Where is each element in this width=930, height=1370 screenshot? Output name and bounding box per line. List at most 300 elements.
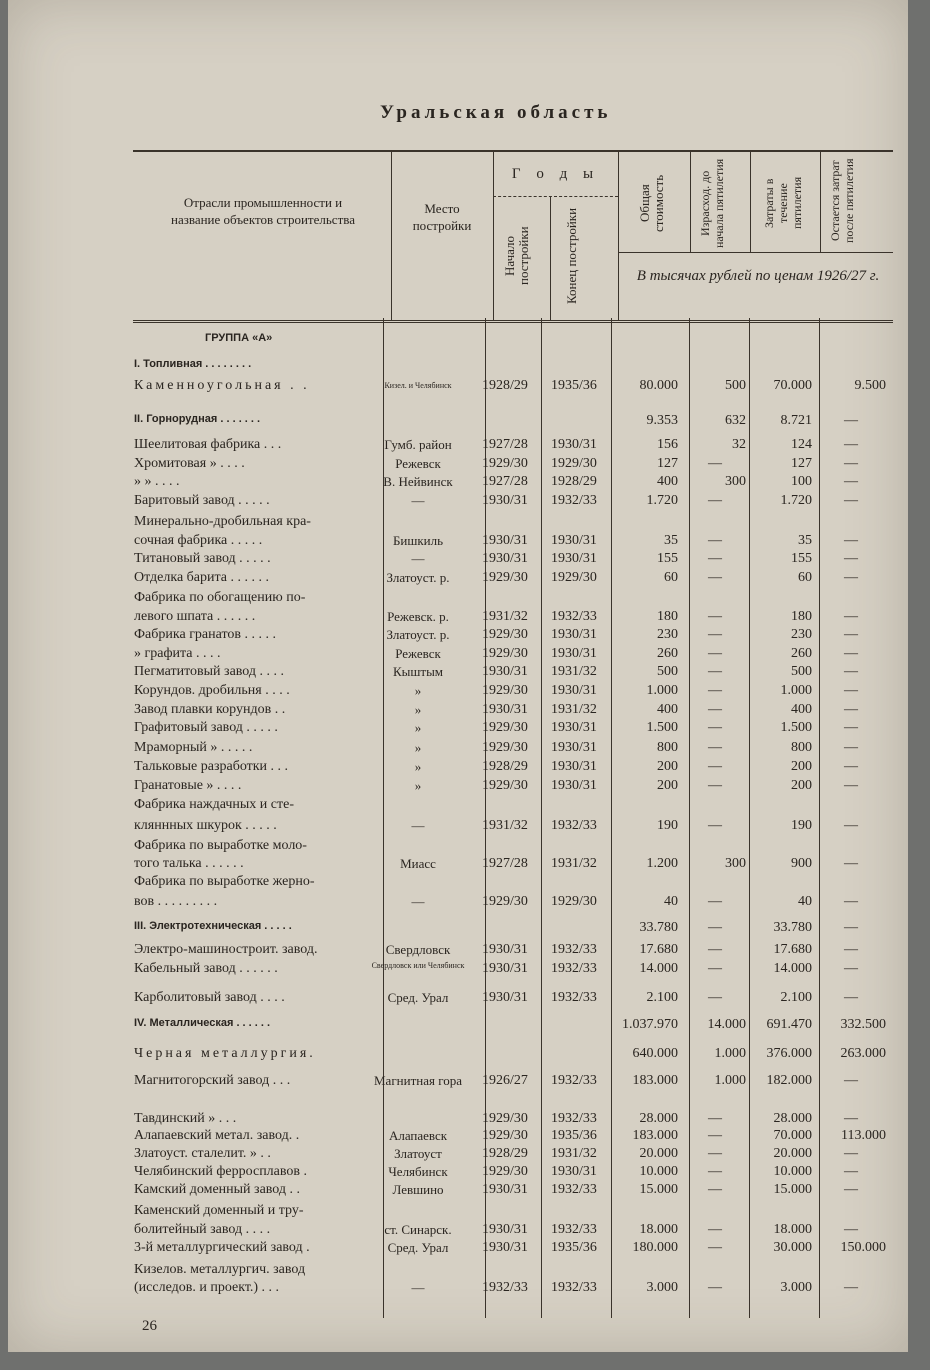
cell-total: 3.000	[646, 1280, 678, 1295]
cell-name: II. Горнорудная . . . . . . .	[134, 413, 261, 425]
cell-start: 1929/30	[482, 570, 528, 585]
cell-name: левого шпата . . . . . .	[134, 609, 256, 624]
cell-rest: —	[844, 533, 858, 548]
cell-rest: —	[844, 437, 858, 452]
cell-rest: 332.500	[840, 1017, 886, 1032]
cell-rest: —	[844, 942, 858, 957]
cell-five: 200	[791, 778, 812, 793]
cell-name: IV. Металлическая . . . . . .	[134, 1017, 271, 1029]
cell-five: 30.000	[773, 1240, 812, 1255]
cell-spent: —	[708, 894, 722, 909]
cell-start: 1930/31	[482, 1182, 528, 1197]
cell-name: того талька . . . . . .	[134, 856, 244, 871]
cell-place: Режевск	[395, 646, 441, 661]
cell-total: 14.000	[639, 961, 678, 976]
cell-rest: —	[844, 1182, 858, 1197]
cell-five: 400	[791, 702, 812, 717]
cell-spent: 1.000	[714, 1046, 746, 1061]
cell-name: Фабрика по обогащению по-	[134, 590, 306, 605]
cell-start: 1929/30	[482, 456, 528, 471]
cell-place: Алапаевск	[388, 1128, 448, 1143]
cell-spent: —	[708, 456, 722, 471]
cell-name: Каменноугольная . .	[134, 378, 310, 393]
cell-spent: —	[708, 627, 722, 642]
cell-end: 1930/31	[551, 627, 597, 642]
cell-name: болитейный завод . . . .	[134, 1222, 271, 1237]
header-five-year: Затраты в течение пятилетия	[762, 176, 804, 230]
cell-name: Минерально-дробильная кра-	[134, 514, 311, 529]
cell-end: 1935/36	[551, 1128, 597, 1143]
cell-place: »	[414, 740, 422, 755]
cell-total: 1.000	[646, 683, 678, 698]
cell-end: 1932/33	[551, 942, 597, 957]
cell-total: 18.000	[639, 1222, 678, 1237]
cell-total: 9.353	[646, 413, 678, 428]
cell-rest: —	[844, 1146, 858, 1161]
cell-start: 1930/31	[482, 990, 528, 1005]
cell-spent: —	[708, 961, 722, 976]
cell-end: 1932/33	[551, 818, 597, 833]
cell-name: Титановый завод . . . . .	[134, 551, 271, 566]
cell-name: кляннных шкурок . . . . .	[134, 818, 277, 833]
cell-five: 35	[798, 533, 812, 548]
cell-start: 1927/28	[482, 474, 528, 489]
cell-start: 1928/29	[482, 1146, 528, 1161]
header-place: Место постройки	[412, 201, 472, 233]
cell-end: 1932/33	[551, 1280, 597, 1295]
cell-five: 8.721	[780, 413, 812, 428]
cell-total: 127	[657, 456, 678, 471]
cell-rest: —	[844, 683, 858, 698]
cell-total: 230	[657, 627, 678, 642]
cell-total: 60	[664, 570, 678, 585]
cell-name: Завод плавки корундов . .	[134, 702, 286, 717]
cell-spent: —	[708, 740, 722, 755]
cell-spent: —	[708, 778, 722, 793]
cell-name: Златоуст. сталелит. » . .	[134, 1146, 271, 1161]
cell-start: 1927/28	[482, 856, 528, 871]
cell-five: 18.000	[773, 1222, 812, 1237]
cell-rest: —	[844, 1280, 858, 1295]
cell-spent: —	[708, 1164, 722, 1179]
cell-end: 1932/33	[551, 1222, 597, 1237]
cell-name: Алапаевский метал. завод. .	[134, 1128, 300, 1143]
cell-start: 1926/27	[482, 1073, 528, 1088]
cell-total: 1.500	[646, 720, 678, 735]
cell-total: 15.000	[639, 1182, 678, 1197]
cell-total: 1.037.970	[622, 1017, 678, 1032]
cell-place: »	[414, 720, 422, 735]
cell-total: 35	[664, 533, 678, 548]
cell-spent: 300	[725, 856, 746, 871]
header-years: Г о д ы	[511, 166, 600, 182]
header-total: Общая стоимость	[637, 174, 666, 232]
cell-name: Магнитогорский завод . . .	[134, 1073, 291, 1088]
cell-end: 1930/31	[551, 720, 597, 735]
cell-name: Пегматитовый завод . . . .	[134, 664, 285, 679]
cell-name: Тавдинский » . . .	[134, 1111, 237, 1126]
cell-name: Черная металлургия.	[134, 1046, 316, 1061]
cell-end: 1931/32	[551, 664, 597, 679]
cell-start: 1930/31	[482, 551, 528, 566]
cell-start: 1930/31	[482, 961, 528, 976]
cell-five: 182.000	[766, 1073, 812, 1088]
cell-name: Мраморный » . . . . .	[134, 740, 253, 755]
cell-spent: —	[708, 720, 722, 735]
cell-name: ГРУППА «А»	[205, 332, 273, 344]
cell-end: 1932/33	[551, 990, 597, 1005]
cell-place: Магнитная гора	[374, 1073, 462, 1088]
cell-start: 1930/31	[482, 702, 528, 717]
cell-end: 1932/33	[551, 961, 597, 976]
cell-total: 17.680	[639, 942, 678, 957]
cell-place: Сред. Урал	[387, 990, 449, 1005]
cell-start: 1929/30	[482, 720, 528, 735]
cell-spent: —	[708, 683, 722, 698]
cell-five: 28.000	[773, 1111, 812, 1126]
cell-end: 1932/33	[551, 493, 597, 508]
cell-rest: —	[844, 627, 858, 642]
cell-place: Режевск. р.	[387, 609, 449, 624]
cell-rest: —	[844, 1164, 858, 1179]
cell-five: 376.000	[766, 1046, 812, 1061]
cell-start: 1930/31	[482, 1240, 528, 1255]
cell-name: вов . . . . . . . . .	[134, 894, 218, 909]
cell-place: ст. Синарск.	[384, 1222, 452, 1237]
cell-five: 180	[791, 609, 812, 624]
cell-end: 1930/31	[551, 551, 597, 566]
cell-place: Гумб. район	[384, 437, 452, 452]
cell-end: 1931/32	[551, 702, 597, 717]
cell-end: 1930/31	[551, 759, 597, 774]
cell-total: 183.000	[632, 1073, 678, 1088]
cell-spent: 32	[732, 437, 746, 452]
cell-start: 1929/30	[482, 1128, 528, 1143]
cell-five: 33.780	[773, 920, 812, 935]
cell-place: Кыштым	[392, 664, 444, 679]
cell-start: 1930/31	[482, 942, 528, 957]
page-number: 26	[142, 1318, 157, 1334]
cell-spent: —	[708, 990, 722, 1005]
cell-total: 40	[664, 894, 678, 909]
cell-rest: —	[844, 474, 858, 489]
cell-spent: —	[708, 646, 722, 661]
cell-start: 1930/31	[482, 493, 528, 508]
cell-rest: —	[844, 920, 858, 935]
cell-start: 1930/31	[482, 664, 528, 679]
cell-total: 260	[657, 646, 678, 661]
cell-place: Кизел. и Челябинск	[384, 381, 452, 390]
cell-rest: —	[844, 1111, 858, 1126]
cell-spent: —	[708, 920, 722, 935]
cell-spent: 1.000	[714, 1073, 746, 1088]
cell-spent: —	[708, 609, 722, 624]
cell-place: Бишкиль	[392, 533, 444, 548]
cell-spent: 300	[725, 474, 746, 489]
cell-end: 1930/31	[551, 646, 597, 661]
cell-place: Сред. Урал	[387, 1240, 449, 1255]
cell-start: 1929/30	[482, 1164, 528, 1179]
cell-five: 500	[791, 664, 812, 679]
cell-spent: —	[708, 942, 722, 957]
cell-rest: —	[844, 1222, 858, 1237]
cell-end: 1932/33	[551, 1111, 597, 1126]
cell-rest: —	[844, 664, 858, 679]
cell-spent: —	[708, 493, 722, 508]
header-spent: Израсход. до начала пятилетия	[698, 158, 726, 248]
cell-rest: —	[844, 778, 858, 793]
cell-start: 1929/30	[482, 778, 528, 793]
cell-start: 1929/30	[482, 1111, 528, 1126]
cell-end: 1935/36	[551, 1240, 597, 1255]
cell-place: Миасс	[400, 856, 436, 871]
cell-rest: —	[844, 759, 858, 774]
cell-total: 183.000	[632, 1128, 678, 1143]
cell-end: 1935/36	[551, 378, 597, 393]
cell-five: 20.000	[773, 1146, 812, 1161]
cell-total: 400	[657, 702, 678, 717]
cell-five: 124	[791, 437, 812, 452]
cell-five: 230	[791, 627, 812, 642]
cell-place: —	[411, 818, 425, 833]
cell-total: 156	[657, 437, 678, 452]
cell-total: 190	[657, 818, 678, 833]
cell-name: Шеелитовая фабрика . . .	[134, 437, 282, 452]
cell-spent: —	[708, 1240, 722, 1255]
cell-name: » графита . . . .	[134, 646, 221, 661]
cell-five: 1.500	[780, 720, 812, 735]
cell-five: 2.100	[780, 990, 812, 1005]
cell-start: 1929/30	[482, 894, 528, 909]
cell-rest: 9.500	[854, 378, 886, 393]
cell-spent: —	[708, 551, 722, 566]
cell-rest: —	[844, 720, 858, 735]
cell-five: 17.680	[773, 942, 812, 957]
cell-rest: —	[844, 493, 858, 508]
cell-end: 1932/33	[551, 1182, 597, 1197]
cell-spent: 14.000	[707, 1017, 746, 1032]
cell-rest: —	[844, 413, 858, 428]
header-units: В тысячах рублей по ценам 1926/27 г.	[636, 268, 880, 284]
cell-five: 190	[791, 818, 812, 833]
cell-total: 180.000	[632, 1240, 678, 1255]
cell-spent: —	[708, 1222, 722, 1237]
cell-name: Электро-машиностроит. завод.	[134, 942, 318, 957]
cell-end: 1929/30	[551, 570, 597, 585]
cell-place: »	[414, 683, 422, 698]
cell-name: Кизелов. металлургич. завод	[134, 1262, 306, 1277]
cell-spent: —	[708, 1182, 722, 1197]
cell-rest: —	[844, 990, 858, 1005]
cell-spent: 632	[725, 413, 746, 428]
cell-start: 1929/30	[482, 740, 528, 755]
cell-name: Каменский доменный и тру-	[134, 1203, 304, 1218]
cell-name: Отделка барита . . . . . .	[134, 570, 270, 585]
header-remaining: Остается затрат после пятилетия	[828, 158, 856, 244]
cell-end: 1930/31	[551, 778, 597, 793]
cell-name: Корундов. дробильня . . . .	[134, 683, 290, 698]
cell-name: Хромитовая » . . . .	[134, 456, 245, 471]
cell-total: 80.000	[639, 378, 678, 393]
cell-place: В. Нейвинск	[383, 474, 453, 489]
cell-name: I. Топливная . . . . . . . .	[134, 358, 252, 370]
header-end: Конец постройки	[564, 207, 579, 305]
cell-total: 200	[657, 778, 678, 793]
cell-name: сочная фабрика . . . . .	[134, 533, 263, 548]
cell-rest: —	[844, 551, 858, 566]
cell-start: 1932/33	[482, 1280, 528, 1295]
cell-five: 10.000	[773, 1164, 812, 1179]
cell-rest: —	[844, 961, 858, 976]
cell-name: (исследов. и проект.) . . .	[134, 1280, 280, 1295]
cell-spent: —	[708, 1280, 722, 1295]
cell-name: Камский доменный завод . .	[134, 1182, 301, 1197]
header-start: Начало постройки	[502, 226, 531, 286]
cell-name: » » . . . .	[134, 474, 180, 489]
cell-total: 1.720	[646, 493, 678, 508]
cell-place: Златоуст	[394, 1146, 442, 1161]
cell-rest: —	[844, 456, 858, 471]
cell-total: 640.000	[632, 1046, 678, 1061]
cell-five: 60	[798, 570, 812, 585]
cell-place: —	[411, 1280, 425, 1295]
cell-place: Левшино	[392, 1182, 444, 1197]
cell-name: Фабрика по выработке моло-	[134, 838, 307, 853]
cell-rest: —	[844, 856, 858, 871]
page-title: Уральская область	[380, 102, 612, 123]
cell-end: 1929/30	[551, 456, 597, 471]
cell-total: 33.780	[639, 920, 678, 935]
cell-spent: —	[708, 759, 722, 774]
cell-rest: —	[844, 818, 858, 833]
cell-place: —	[411, 493, 425, 508]
cell-place: —	[411, 551, 425, 566]
cell-end: 1930/31	[551, 683, 597, 698]
cell-name: Графитовый завод . . . . .	[134, 720, 278, 735]
cell-start: 1930/31	[482, 1222, 528, 1237]
cell-five: 15.000	[773, 1182, 812, 1197]
cell-place: Свердловск	[385, 942, 451, 957]
cell-five: 70.000	[773, 1128, 812, 1143]
cell-name: Челябинский ферросплавов .	[134, 1164, 308, 1179]
cell-total: 20.000	[639, 1146, 678, 1161]
cell-end: 1930/31	[551, 1164, 597, 1179]
cell-start: 1928/29	[482, 378, 528, 393]
cell-five: 1.720	[780, 493, 812, 508]
header-branch: Отрасли промышленности и название объектов строительства	[171, 195, 355, 227]
cell-place: Режевск	[395, 456, 441, 471]
cell-end: 1932/33	[551, 609, 597, 624]
cell-five: 1.000	[780, 683, 812, 698]
cell-name: Фабрика по выработке жерно-	[134, 874, 315, 889]
cell-start: 1927/28	[482, 437, 528, 452]
cell-name: Гранатовые » . . . .	[134, 778, 242, 793]
cell-start: 1929/30	[482, 683, 528, 698]
cell-name: Кабельный завод . . . . . .	[134, 961, 278, 976]
cell-five: 40	[798, 894, 812, 909]
cell-rest: —	[844, 740, 858, 755]
cell-five: 200	[791, 759, 812, 774]
cell-name: Тальковые разработки . . .	[134, 759, 289, 774]
cell-total: 180	[657, 609, 678, 624]
cell-end: 1929/30	[551, 894, 597, 909]
cell-total: 400	[657, 474, 678, 489]
cell-spent: —	[708, 1111, 722, 1126]
cell-spent: —	[708, 570, 722, 585]
cell-spent: —	[708, 533, 722, 548]
cell-total: 155	[657, 551, 678, 566]
cell-total: 2.100	[646, 990, 678, 1005]
cell-rest: 263.000	[840, 1046, 886, 1061]
cell-name: III. Электротехническая . . . . .	[134, 920, 292, 932]
cell-name: Баритовый завод . . . . .	[134, 493, 270, 508]
cell-place: Свердловск или Челябинск	[371, 961, 465, 970]
cell-rest: 113.000	[841, 1128, 886, 1143]
cell-rest: —	[844, 702, 858, 717]
cell-spent: —	[708, 702, 722, 717]
cell-start: 1931/32	[482, 818, 528, 833]
cell-name: Фабрика наждачных и сте-	[134, 797, 294, 812]
cell-end: 1931/32	[551, 1146, 597, 1161]
cell-start: 1928/29	[482, 759, 528, 774]
cell-place: Златоуст. р.	[386, 570, 450, 585]
cell-end: 1932/33	[551, 1073, 597, 1088]
cell-five: 127	[791, 456, 812, 471]
cell-start: 1931/32	[482, 609, 528, 624]
cell-place: Златоуст. р.	[386, 627, 450, 642]
cell-rest: —	[844, 609, 858, 624]
cell-rest: —	[844, 1073, 858, 1088]
cell-spent: —	[708, 664, 722, 679]
cell-five: 691.470	[766, 1017, 812, 1032]
cell-total: 800	[657, 740, 678, 755]
cell-rest: —	[844, 570, 858, 585]
cell-spent: 500	[725, 378, 746, 393]
cell-five: 70.000	[773, 378, 812, 393]
cell-rest: —	[844, 894, 858, 909]
cell-end: 1930/31	[551, 740, 597, 755]
cell-name: 3-й металлургический завод .	[134, 1240, 310, 1255]
cell-end: 1930/31	[551, 533, 597, 548]
cell-place: —	[411, 894, 425, 909]
cell-spent: —	[708, 1128, 722, 1143]
cell-total: 10.000	[639, 1164, 678, 1179]
cell-place: »	[414, 702, 422, 717]
cell-end: 1930/31	[551, 437, 597, 452]
cell-start: 1929/30	[482, 627, 528, 642]
cell-total: 28.000	[639, 1111, 678, 1126]
cell-rest: —	[844, 646, 858, 661]
cell-total: 200	[657, 759, 678, 774]
cell-place: Челябинск	[388, 1164, 448, 1179]
cell-end: 1928/29	[551, 474, 597, 489]
cell-spent: —	[708, 1146, 722, 1161]
cell-place: »	[414, 778, 422, 793]
cell-end: 1931/32	[551, 856, 597, 871]
cell-five: 800	[791, 740, 812, 755]
cell-five: 155	[791, 551, 812, 566]
cell-five: 100	[791, 474, 812, 489]
cell-total: 500	[657, 664, 678, 679]
cell-name: Фабрика гранатов . . . . .	[134, 627, 277, 642]
cell-place: »	[414, 759, 422, 774]
cell-five: 900	[791, 856, 812, 871]
cell-total: 1.200	[646, 856, 678, 871]
cell-five: 14.000	[773, 961, 812, 976]
cell-five: 3.000	[780, 1280, 812, 1295]
cell-spent: —	[708, 818, 722, 833]
cell-start: 1929/30	[482, 646, 528, 661]
